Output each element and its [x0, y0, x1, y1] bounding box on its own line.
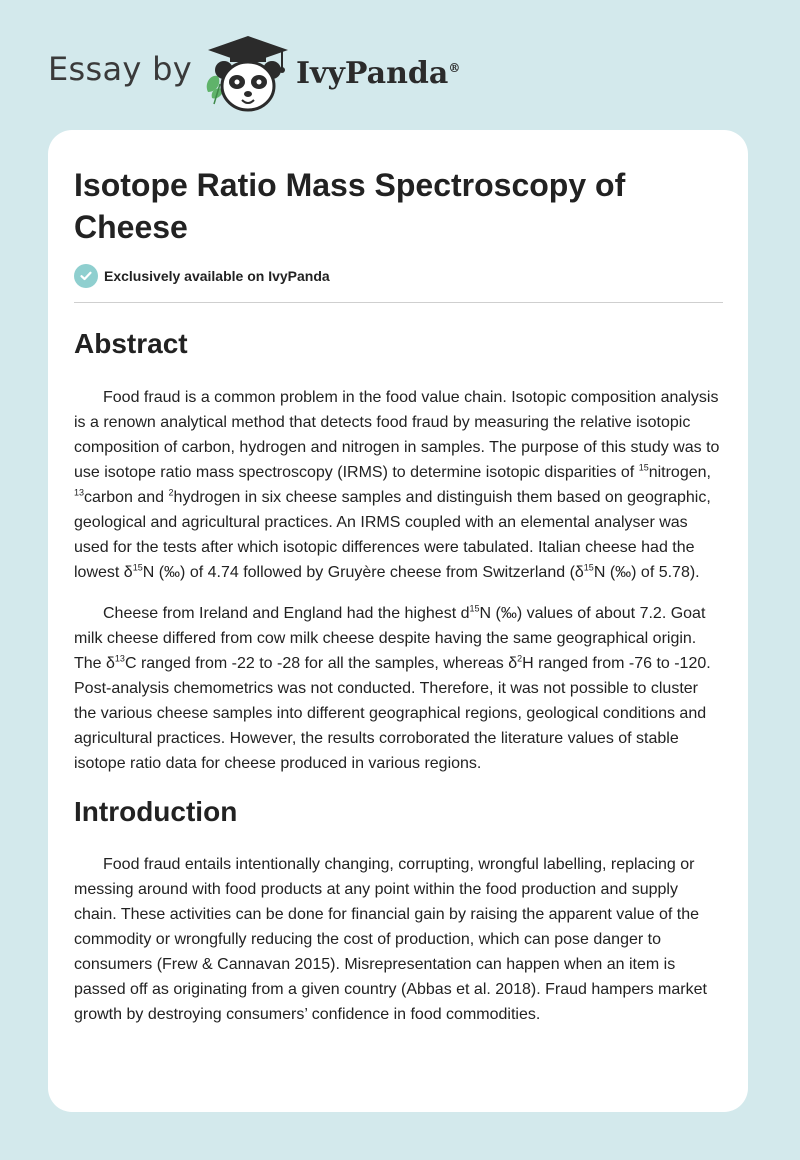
article-card [48, 130, 748, 1112]
article-body [74, 322, 724, 1027]
abstract-heading: Abstract [74, 328, 188, 359]
exclusive-badge [74, 264, 330, 288]
abstract-paragraph-1: Food fraud is a common problem in the food value chain. Isotopic composition analysis is a renown analytical method that detects food fraud by measuring the relative isotopic composition of carbon, hydrogen and nitrogen in samples. The purpose of this study was to use isotope ratio mass spectroscopy (IRMS) to determine isotopic disparities of $^{15}$nitrogen, $^{13}$carbon and $^2$hydrogen in six cheese samples and distinguish them based on geographic, geological and agricultural practices. An IRMS coupled with an elemental analyser was used for the tests after which isotopic differences were tabulated. Italian cheese had the lowest $\delta^{15}N$ (‰) of 4.74 followed by Gruyère cheese from Switzerland ($\delta^{15}N$ (‰) of 5.78). [74, 389, 720, 581]
check-circle-icon [74, 264, 98, 288]
introduction-heading: Introduction [74, 796, 238, 827]
article-title: Isotope Ratio Mass Spectroscopy of Cheese [74, 167, 626, 245]
essay-by-label: Essay by [48, 50, 192, 88]
panda-graduate-icon[interactable] [200, 34, 296, 114]
site-header [48, 28, 748, 118]
abstract-paragraph-2: Cheese from Ireland and England had the highest $d^{15}N$ (‰) values of about 7.2. Goat milk cheese differed from cow milk cheese despite having the same geographical origin. The $\delta^{13}C$ ranged from -22 to -28 for all the samples, whereas $\delta^2H$ ranged from -76 to -120. Post-analysis chemometrics was not conducted. Therefore, it was not possible to cluster the various cheese samples into different geographical regions, geological conditions and agricultural practices. However, the results corroborated the literature values of stable isotope ratio data for cheese produced in various regions. [74, 603, 711, 772]
introduction-paragraph-1: Food fraud entails intentionally changing, corrupting, wrongful labelling, replacing or messing around with food products at any point within the food production and supply chain. These activities can be done for financial gain by raising the apparent value of the commodity or wrongfully reducing the cost of production, which can pose danger to consumers (Frew & Cannavan 2015). Misrepresentation can happen when an item is passed off as originating from a given country (Abbas et al. 2018). Fraud hampers market growth by destroying consumers’ confidence in food commodities. [74, 856, 707, 1023]
brand-name[interactable]: IvyPanda® [296, 56, 461, 91]
exclusive-text: Exclusively available on IvyPanda [104, 268, 330, 284]
divider [74, 302, 723, 303]
